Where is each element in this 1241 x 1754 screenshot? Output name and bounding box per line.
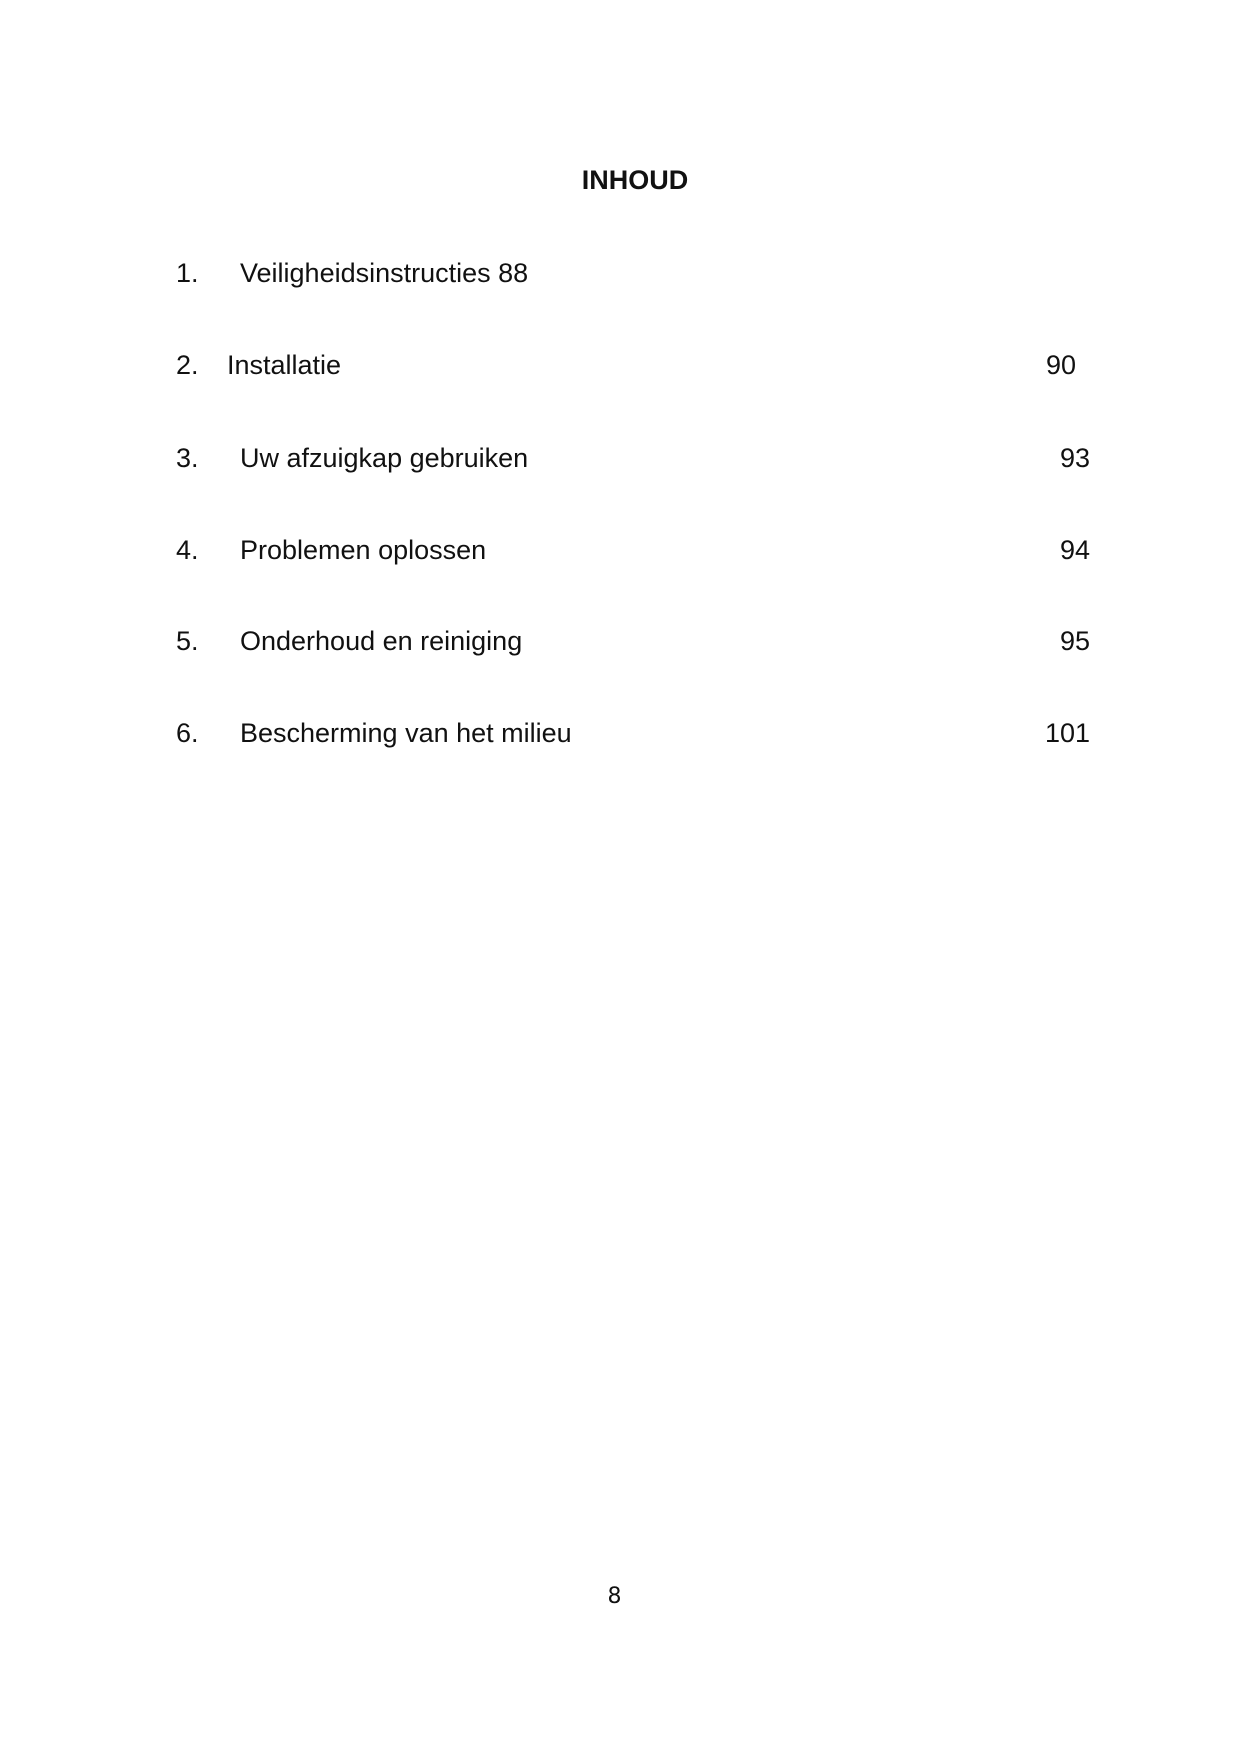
toc-entry-label: Veiligheidsinstructies 88 xyxy=(240,258,529,288)
toc-entry-number: 5. xyxy=(176,626,199,656)
toc-entry-number: 1. xyxy=(176,258,199,288)
toc-entry-number: 4. xyxy=(176,535,199,565)
toc-entry xyxy=(0,256,1241,290)
toc-entry-label: Onderhoud en reiniging xyxy=(240,626,523,656)
toc-entry-page: 101 xyxy=(1044,718,1090,748)
toc-entry-label: Bescherming van het milieu xyxy=(240,718,572,748)
toc-entry-page: 95 xyxy=(1059,626,1090,656)
toc-entry-number: 2. xyxy=(176,350,199,380)
toc-entry-number: 3. xyxy=(176,443,199,473)
toc-entry-page: 94 xyxy=(1059,535,1090,565)
toc-entry-label: Problemen oplossen xyxy=(240,535,487,565)
toc-entry xyxy=(0,348,1241,382)
toc-entry-number: 6. xyxy=(176,718,199,748)
toc-entry-label: Uw afzuigkap gebruiken xyxy=(240,443,529,473)
toc-entry xyxy=(0,441,1241,475)
toc-entry-page: 90 xyxy=(1045,350,1076,380)
page-number: 8 xyxy=(607,1584,622,1609)
toc-entry-page: 93 xyxy=(1059,443,1090,473)
toc-entry xyxy=(0,624,1241,658)
toc-entry xyxy=(0,716,1241,750)
toc-entry xyxy=(0,533,1241,567)
toc-entry-label: Installatie xyxy=(227,350,342,380)
page-title: INHOUD xyxy=(581,165,689,195)
